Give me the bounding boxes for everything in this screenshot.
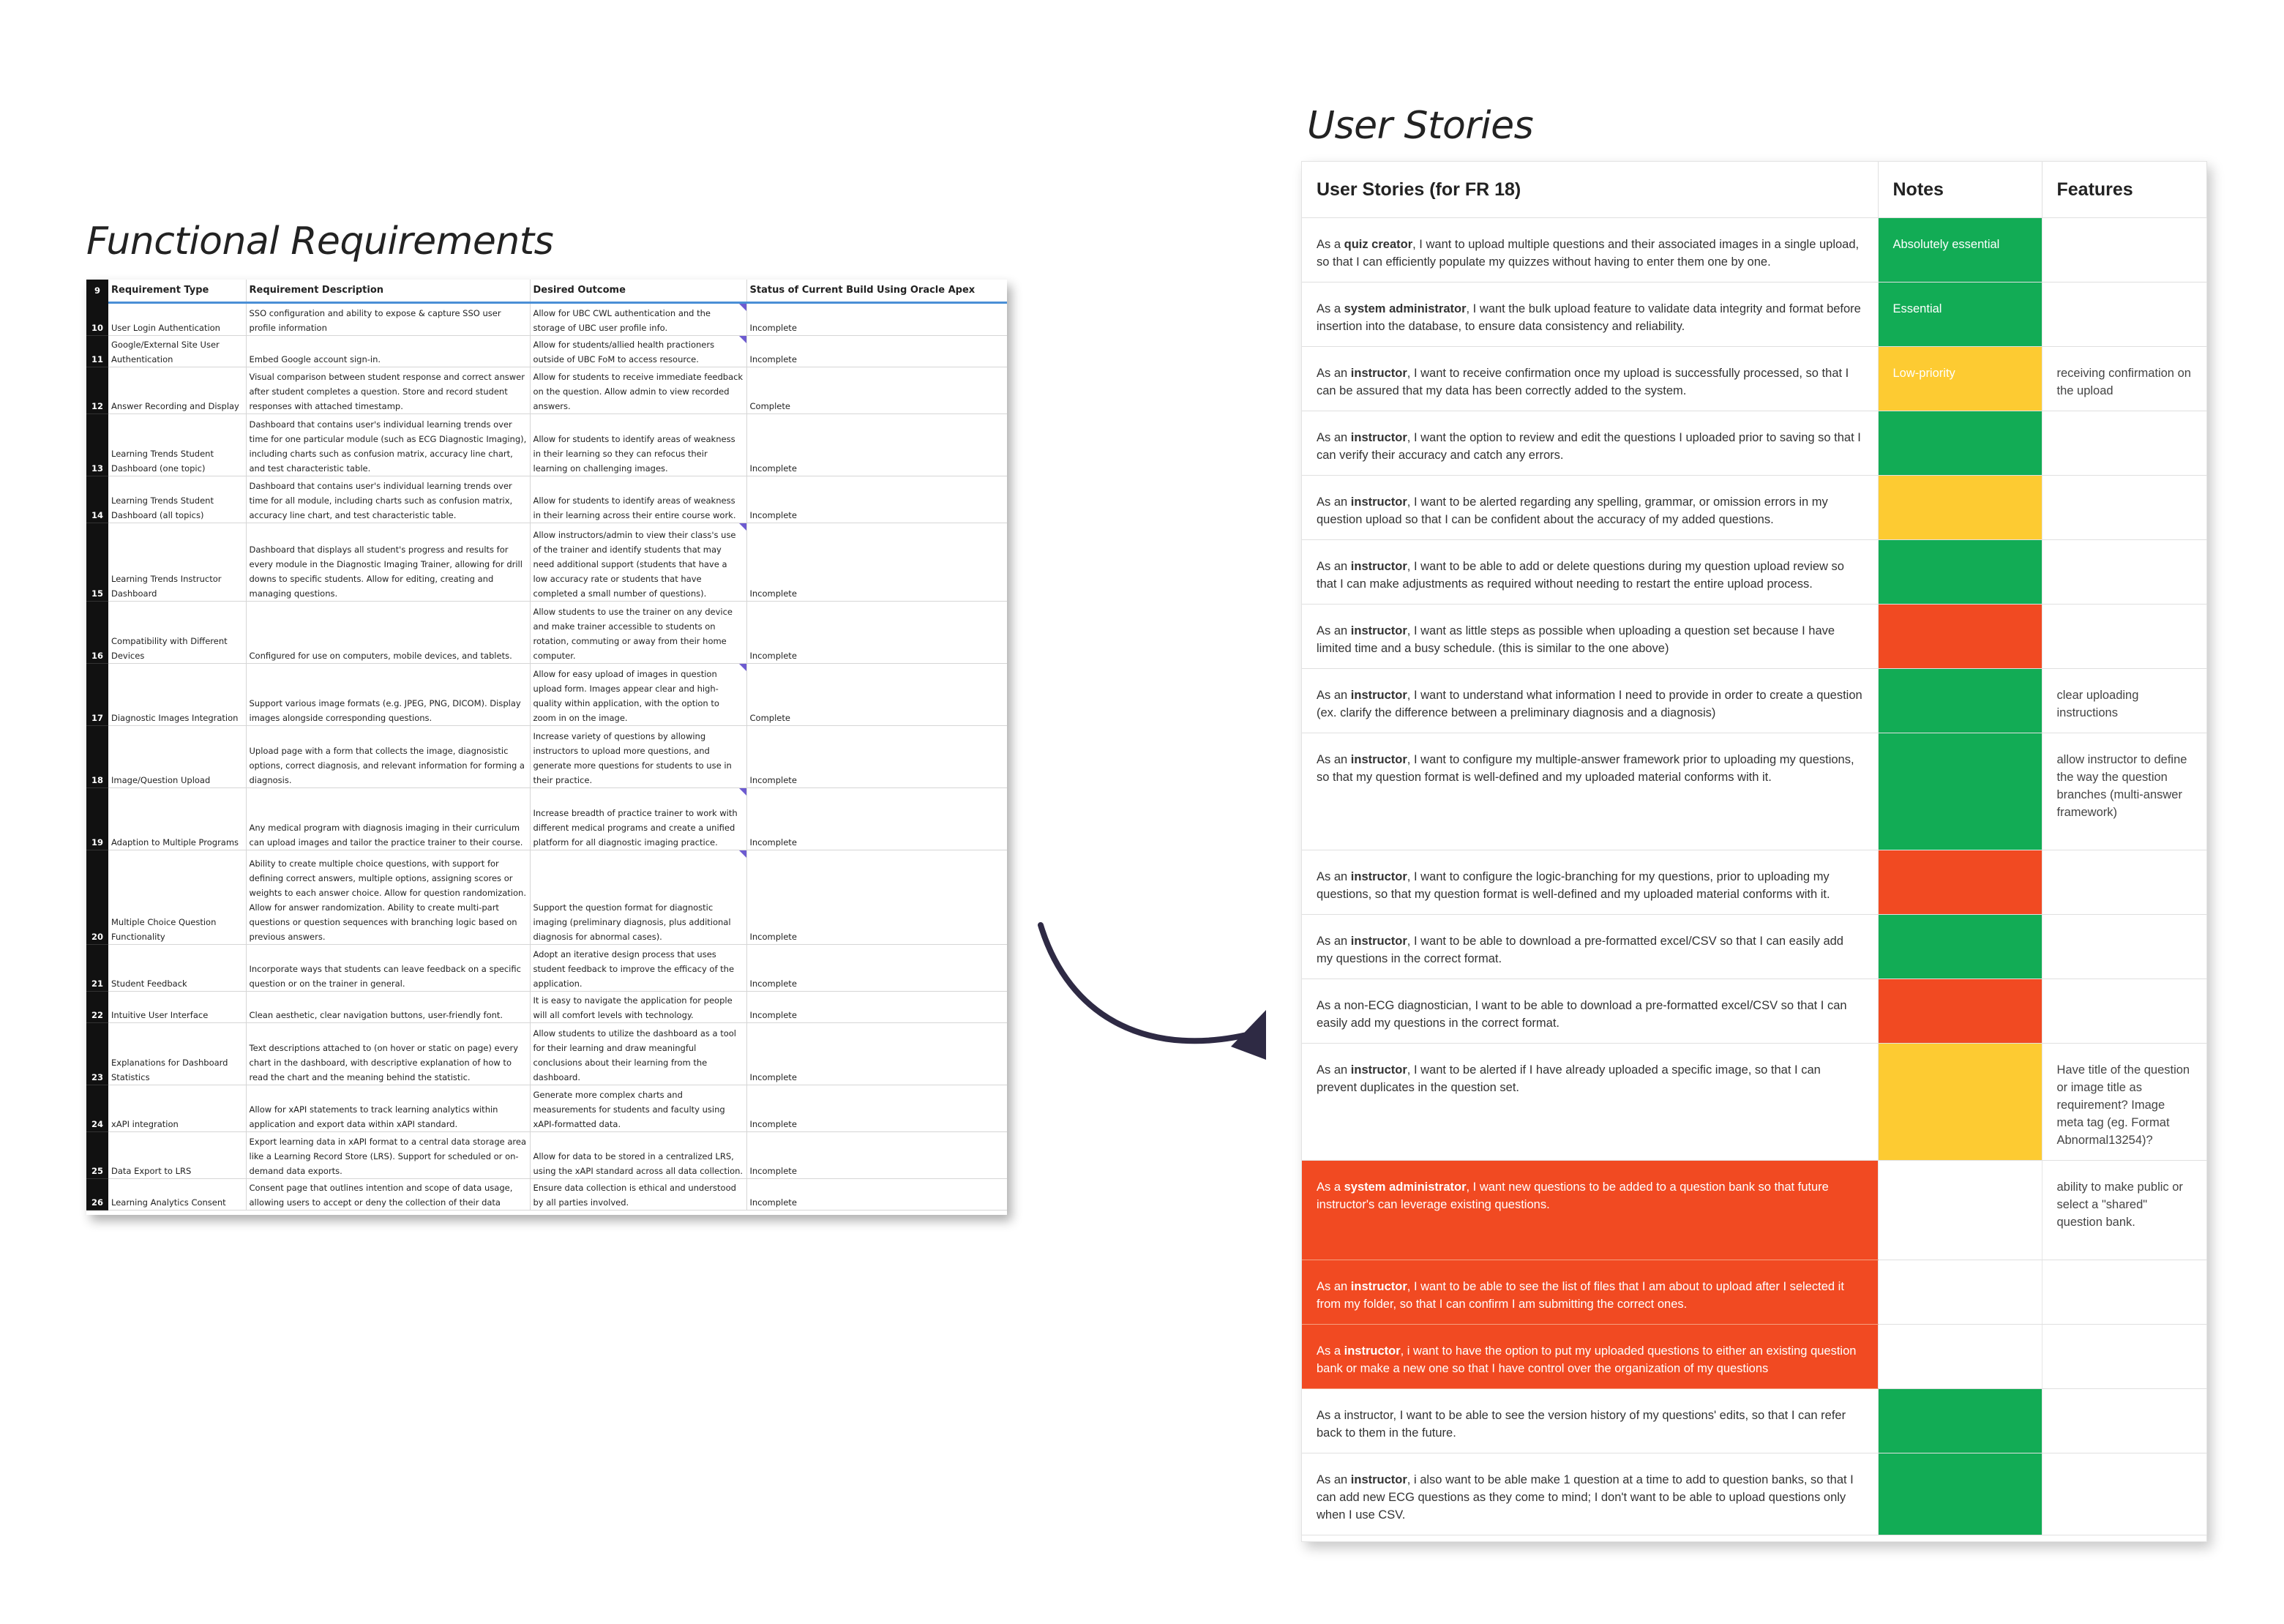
priority-note-cell[interactable] xyxy=(1878,1389,2042,1453)
row-number[interactable]: 19 xyxy=(86,788,108,850)
fr-table-row xyxy=(86,1132,1007,1179)
user-story-row xyxy=(1302,850,2206,915)
user-story-cell[interactable] xyxy=(1302,850,1878,915)
user-story-cell[interactable] xyxy=(1302,540,1878,605)
story-role: instructor xyxy=(1350,689,1407,702)
status-cell[interactable]: Incomplete xyxy=(746,336,1007,367)
fr-table-row xyxy=(86,726,1007,788)
priority-note-cell[interactable] xyxy=(1878,733,2042,850)
user-story-row xyxy=(1302,605,2206,669)
user-story-cell[interactable] xyxy=(1302,669,1878,733)
user-story-cell[interactable] xyxy=(1302,605,1878,669)
feature-cell[interactable] xyxy=(2042,1260,2206,1325)
story-prefix: As a xyxy=(1317,1180,1344,1194)
desired-outcome-cell[interactable]: Allow for data to be stored in a centralized LRS, using the xAPI standard across all data collection. xyxy=(530,1132,746,1179)
user-story-cell[interactable] xyxy=(1302,1453,1878,1535)
us-header-row xyxy=(1302,162,2206,218)
status-cell[interactable]: Incomplete xyxy=(746,1023,1007,1085)
requirement-description-cell[interactable]: Clean aesthetic, clear navigation buttons, user-friendly font. xyxy=(246,992,530,1023)
feature-cell[interactable]: ability to make public or select a "shared" question bank. xyxy=(2042,1161,2206,1260)
requirement-type-cell[interactable]: Learning Trends Student Dashboard (one topic) xyxy=(108,414,246,476)
user-story-cell[interactable] xyxy=(1302,476,1878,540)
story-prefix: As an xyxy=(1317,870,1351,883)
user-story-row xyxy=(1302,1325,2206,1389)
user-story-cell[interactable] xyxy=(1302,1260,1878,1325)
story-text: , I want to be alerted regarding any spelling, grammar, or omission errors in my question upload so that I can be confident about the accuracy of my added questions. xyxy=(1317,495,1828,526)
functional-requirements-table xyxy=(86,280,1007,1210)
story-text: , I want to be able to download a pre-formatted excel/CSV so that I can easily add my questions in the correct format. xyxy=(1317,935,1843,965)
user-stories-heading: User Stories xyxy=(1307,104,1534,148)
story-role: instructor xyxy=(1350,367,1407,380)
story-role: instructor xyxy=(1350,1473,1407,1486)
fr-table-row xyxy=(86,992,1007,1023)
user-story-row xyxy=(1302,1044,2206,1161)
user-story-cell[interactable] xyxy=(1302,218,1878,282)
story-role: instructor xyxy=(1350,753,1407,766)
fr-header-row xyxy=(86,280,1007,303)
feature-cell[interactable] xyxy=(2042,1453,2206,1535)
story-prefix: As an xyxy=(1317,624,1351,637)
fr-table-row xyxy=(86,602,1007,664)
user-story-row xyxy=(1302,540,2206,605)
story-text: , I want the option to review and edit the questions I uploaded prior to saving so that I can verify their accuracy and catch any errors. xyxy=(1317,431,1861,462)
status-cell[interactable]: Incomplete xyxy=(746,602,1007,664)
story-prefix: As an xyxy=(1317,431,1351,444)
story-prefix: As a instructor, I want to be able to see the version history of my questions' edits, so that I can refer back to them in the future. xyxy=(1317,1409,1846,1440)
requirement-type-cell[interactable]: Google/External Site User Authentication xyxy=(108,336,246,367)
transition-arrow-icon xyxy=(1025,908,1288,1069)
status-cell[interactable]: Incomplete xyxy=(746,945,1007,992)
user-story-cell[interactable] xyxy=(1302,1325,1878,1389)
story-text: , I want as little steps as possible when uploading a question set because I have limited time and a busy schedule. (this is similar to the one above) xyxy=(1317,624,1835,655)
story-text: , I want to configure the logic-branching for my questions, prior to uploading my questions, so that my question format is well-defined and my uploaded material conforms with it. xyxy=(1317,870,1830,901)
user-story-cell[interactable] xyxy=(1302,347,1878,411)
fr-table-row xyxy=(86,850,1007,945)
story-text: , I want the bulk upload feature to validate data integrity and format before insertion into the database, to ensure data consistency and reliability. xyxy=(1317,302,1861,333)
feature-cell[interactable]: Have title of the question or image title as requirement? Image meta tag (eg. Format Abnormal13254)? xyxy=(2042,1044,2206,1161)
story-prefix: As a xyxy=(1317,1344,1344,1358)
desired-outcome-cell[interactable]: Generate more complex charts and measurements for students and faculty using xAPI-formatted data. xyxy=(530,1085,746,1132)
desired-outcome-cell[interactable]: Support the question format for diagnostic imaging (preliminary diagnosis, plus additional diagnosis for abnormal cases). xyxy=(530,850,746,945)
requirement-description-cell[interactable]: Any medical program with diagnosis imaging in their curriculum can upload images and tailor the practice trainer to their course. xyxy=(246,788,530,850)
requirement-type-cell[interactable]: Explanations for Dashboard Statistics xyxy=(108,1023,246,1085)
priority-note-cell[interactable] xyxy=(1878,1325,2042,1389)
requirement-type-cell[interactable]: Learning Trends Student Dashboard (all topics) xyxy=(108,476,246,523)
desired-outcome-cell[interactable]: Adopt an iterative design process that uses student feedback to improve the efficacy of the application. xyxy=(530,945,746,992)
requirement-description-cell[interactable]: Consent page that outlines intention and scope of data usage, allowing users to accept or deny the collection of their data xyxy=(246,1179,530,1210)
user-story-row xyxy=(1302,218,2206,282)
status-cell[interactable]: Incomplete xyxy=(746,726,1007,788)
priority-note-cell[interactable] xyxy=(1878,540,2042,605)
fr-table-row xyxy=(86,476,1007,523)
requirement-description-cell[interactable]: Upload page with a form that collects the image, diagnosistic options, correct diagnosis, and relevant information for forming a diagnosis. xyxy=(246,726,530,788)
story-prefix: As an xyxy=(1317,1280,1351,1293)
story-role: system administrator xyxy=(1344,1180,1467,1194)
row-number[interactable]: 11 xyxy=(86,336,108,367)
user-story-row xyxy=(1302,915,2206,979)
priority-note-cell[interactable] xyxy=(1878,1260,2042,1325)
status-cell[interactable]: Incomplete xyxy=(746,1179,1007,1210)
story-prefix: As an xyxy=(1317,367,1351,380)
status-cell[interactable]: Incomplete xyxy=(746,992,1007,1023)
requirement-description-cell[interactable]: Support various image formats (e.g. JPEG, PNG, DICOM). Display images alongside corresponding questions. xyxy=(246,664,530,726)
story-text: , I want to configure my multiple-answer framework prior to uploading my questions, so that my question format is well-defined and my uploaded material conforms with it. xyxy=(1317,753,1854,784)
column-header-requirement-description[interactable]: Requirement Description xyxy=(246,280,530,303)
requirement-type-cell[interactable]: Data Export to LRS xyxy=(108,1132,246,1179)
feature-cell[interactable] xyxy=(2042,411,2206,476)
story-prefix: As an xyxy=(1317,1063,1351,1077)
story-prefix: As a xyxy=(1317,238,1344,251)
user-story-row xyxy=(1302,979,2206,1044)
fr-table-row xyxy=(86,664,1007,726)
status-cell[interactable]: Incomplete xyxy=(746,414,1007,476)
requirement-description-cell[interactable]: Embed Google account sign-in. xyxy=(246,336,530,367)
desired-outcome-cell[interactable]: Allow for students to identify areas of weakness in their learning across their entire course work. xyxy=(530,476,746,523)
column-header-desired-outcome[interactable]: Desired Outcome xyxy=(530,280,746,303)
desired-outcome-cell[interactable]: Increase variety of questions by allowing instructors to upload more questions, and generate more questions for students to use in their practice. xyxy=(530,726,746,788)
fr-table-row xyxy=(86,1179,1007,1210)
story-role: instructor xyxy=(1350,624,1407,637)
desired-outcome-cell[interactable]: Allow for UBC CWL authentication and the storage of UBC user profile info. xyxy=(530,303,746,336)
requirement-description-cell[interactable]: Dashboard that displays all student's progress and results for every module in the Diagnostic Imaging Trainer, allowing for drill downs to specific students. Allow for editing, creating and managing questions. xyxy=(246,523,530,602)
user-story-row xyxy=(1302,1389,2206,1453)
user-story-row xyxy=(1302,1260,2206,1325)
user-story-cell[interactable] xyxy=(1302,733,1878,850)
requirement-description-cell[interactable]: Incorporate ways that students can leave feedback on a specific question or on the trainer in general. xyxy=(246,945,530,992)
story-role: instructor xyxy=(1350,1280,1407,1293)
user-story-cell[interactable] xyxy=(1302,411,1878,476)
feature-cell[interactable] xyxy=(2042,605,2206,669)
story-role: instructor xyxy=(1344,1344,1401,1358)
status-cell[interactable]: Complete xyxy=(746,664,1007,726)
story-role: quiz creator xyxy=(1344,238,1413,251)
priority-note-cell[interactable] xyxy=(1878,411,2042,476)
story-text: , I want to receive confirmation once my upload is successfully processed, so that I can be assured that my data has been correctly added to the system. xyxy=(1317,367,1849,397)
feature-cell[interactable]: allow instructor to define the way the question branches (multi-answer framework) xyxy=(2042,733,2206,850)
functional-requirements-heading: Functional Requirements xyxy=(86,220,554,263)
priority-note-cell[interactable] xyxy=(1878,1044,2042,1161)
requirement-type-cell[interactable]: Student Feedback xyxy=(108,945,246,992)
fr-table-row xyxy=(86,788,1007,850)
column-header-requirement-type[interactable]: Requirement Type xyxy=(108,280,246,303)
feature-cell[interactable] xyxy=(2042,540,2206,605)
us-table-body xyxy=(1302,218,2206,1535)
story-role: instructor xyxy=(1350,495,1407,509)
priority-note-cell[interactable] xyxy=(1878,669,2042,733)
story-role: instructor xyxy=(1350,560,1407,573)
user-story-row xyxy=(1302,411,2206,476)
functional-requirements-sheet xyxy=(86,280,1007,1215)
feature-cell[interactable] xyxy=(2042,218,2206,282)
requirement-type-cell[interactable]: Diagnostic Images Integration xyxy=(108,664,246,726)
row-number[interactable]: 23 xyxy=(86,1023,108,1085)
desired-outcome-cell[interactable]: Allow students to utilize the dashboard as a tool for their learning and draw meaningful conclusions about their learning from the dashboard. xyxy=(530,1023,746,1085)
fr-table-row xyxy=(86,367,1007,414)
priority-note-cell[interactable] xyxy=(1878,850,2042,915)
requirement-description-cell[interactable]: Dashboard that contains user's individual learning trends over time for all module, including charts such as confusion matrix, accuracy line chart, and test characteristic table. xyxy=(246,476,530,523)
requirement-description-cell[interactable]: Ability to create multiple choice questions, with support for defining correct answers, multiple options, assigning scores or weights to each answer choice. Allow for question randomization. Allow for answer randomization. Ability to create multi-part questions or question sequences with branching logic based on previous answers. xyxy=(246,850,530,945)
user-stories-table xyxy=(1302,162,2207,1535)
requirement-type-cell[interactable]: Intuitive User Interface xyxy=(108,992,246,1023)
priority-note-cell[interactable] xyxy=(1878,1161,2042,1260)
requirement-description-cell[interactable]: Allow for xAPI statements to track learning analytics within application and export data within xAPI standard. xyxy=(246,1085,530,1132)
requirement-type-cell[interactable]: xAPI integration xyxy=(108,1085,246,1132)
row-number[interactable]: 9 xyxy=(86,280,108,303)
status-cell[interactable]: Incomplete xyxy=(746,523,1007,602)
requirement-description-cell[interactable]: SSO configuration and ability to expose & capture SSO user profile information xyxy=(246,303,530,336)
fr-table-row xyxy=(86,414,1007,476)
feature-cell[interactable] xyxy=(2042,476,2206,540)
fr-table-body xyxy=(86,303,1007,1210)
status-cell[interactable]: Complete xyxy=(746,367,1007,414)
row-number[interactable]: 12 xyxy=(86,367,108,414)
desired-outcome-cell[interactable]: Allow for students/allied health practioners outside of UBC FoM to access resource. xyxy=(530,336,746,367)
priority-note-cell[interactable] xyxy=(1878,1453,2042,1535)
story-text: , I want new questions to be added to a question bank so that future instructor's can leverage existing questions. xyxy=(1317,1180,1829,1211)
story-role: system administrator xyxy=(1344,302,1467,315)
desired-outcome-cell[interactable]: Allow for easy upload of images in question upload form. Images appear clear and high-quality within application, with the option to zoom in on the image. xyxy=(530,664,746,726)
feature-cell[interactable] xyxy=(2042,915,2206,979)
row-number[interactable]: 26 xyxy=(86,1179,108,1210)
user-story-row xyxy=(1302,669,2206,733)
fr-table-row xyxy=(86,336,1007,367)
priority-note-cell[interactable] xyxy=(1878,915,2042,979)
story-prefix: As a xyxy=(1317,302,1344,315)
row-number[interactable]: 20 xyxy=(86,850,108,945)
feature-cell[interactable] xyxy=(2042,282,2206,347)
fr-table-row xyxy=(86,523,1007,602)
priority-note-cell[interactable] xyxy=(1878,476,2042,540)
story-prefix: As an xyxy=(1317,1473,1351,1486)
column-header-status[interactable]: Status of Current Build Using Oracle Apex xyxy=(746,280,1007,303)
fr-table-row xyxy=(86,1023,1007,1085)
requirement-description-cell[interactable]: Configured for use on computers, mobile devices, and tablets. xyxy=(246,602,530,664)
story-prefix: As an xyxy=(1317,560,1351,573)
desired-outcome-cell[interactable]: Allow for students to identify areas of weakness in their learning so they can refocus their learning on challenging images. xyxy=(530,414,746,476)
user-story-cell[interactable] xyxy=(1302,979,1878,1044)
story-text: , i want to have the option to put my uploaded questions to either an existing question bank or make a new one so that I have control over the organization of my questions xyxy=(1317,1344,1857,1375)
row-number[interactable]: 16 xyxy=(86,602,108,664)
status-cell[interactable]: Incomplete xyxy=(746,1132,1007,1179)
status-cell[interactable]: Incomplete xyxy=(746,1085,1007,1132)
story-prefix: As a non-ECG diagnostician, I want to be able to download a pre-formatted excel/CSV so that I can easily add my questions in the correct format. xyxy=(1317,999,1847,1030)
column-header-user-stories[interactable]: User Stories (for FR 18) xyxy=(1302,162,1878,218)
user-story-row xyxy=(1302,347,2206,411)
priority-note-cell[interactable]: Low-priority xyxy=(1878,347,2042,411)
desired-outcome-cell[interactable]: Increase breadth of practice trainer to work with different medical programs and create a unified platform for all diagnostic imaging practice. xyxy=(530,788,746,850)
story-text: , I want to upload multiple questions and their associated images in a single upload, so that I can efficiently populate my quizzes without having to enter them one by one. xyxy=(1317,238,1860,269)
row-number[interactable]: 18 xyxy=(86,726,108,788)
feature-cell[interactable] xyxy=(2042,1325,2206,1389)
requirement-description-cell[interactable]: Visual comparison between student response and correct answer after student completes a question. Store and record student responses with attached timestamp. xyxy=(246,367,530,414)
feature-cell[interactable]: clear uploading instructions xyxy=(2042,669,2206,733)
desired-outcome-cell[interactable]: Ensure data collection is ethical and understood by all parties involved. xyxy=(530,1179,746,1210)
user-story-row xyxy=(1302,1161,2206,1260)
priority-note-cell[interactable]: Absolutely essential xyxy=(1878,218,2042,282)
user-story-cell[interactable] xyxy=(1302,915,1878,979)
user-story-cell[interactable] xyxy=(1302,1161,1878,1260)
requirement-type-cell[interactable]: Adaption to Multiple Programs xyxy=(108,788,246,850)
row-number[interactable]: 15 xyxy=(86,523,108,602)
story-role: instructor xyxy=(1350,870,1407,883)
column-header-notes[interactable]: Notes xyxy=(1878,162,2042,218)
story-text: , I want to understand what information I need to provide in order to create a question (ex. clarify the difference between a preliminary diagnosis and a diagnosis) xyxy=(1317,689,1862,719)
user-story-row xyxy=(1302,282,2206,347)
feature-cell[interactable] xyxy=(2042,1389,2206,1453)
desired-outcome-cell[interactable]: It is easy to navigate the application for people will all comfort levels with technology. xyxy=(530,992,746,1023)
user-story-cell[interactable] xyxy=(1302,282,1878,347)
arrow-curve xyxy=(1041,925,1259,1041)
user-story-cell[interactable] xyxy=(1302,1044,1878,1161)
story-text: , I want to be able to add or delete questions during my question upload review so that I can make adjustments as required without needing to restart the entire upload process. xyxy=(1317,560,1844,591)
story-text: , I want to be alerted if I have already uploaded a specific image, so that I can prevent duplicates in the question set. xyxy=(1317,1063,1821,1094)
status-cell[interactable]: Incomplete xyxy=(746,788,1007,850)
status-cell[interactable]: Incomplete xyxy=(746,850,1007,945)
story-prefix: As an xyxy=(1317,935,1351,948)
feature-cell[interactable]: receiving confirmation on the upload xyxy=(2042,347,2206,411)
requirement-type-cell[interactable]: User Login Authentication xyxy=(108,303,246,336)
user-story-row xyxy=(1302,733,2206,850)
priority-note-cell[interactable] xyxy=(1878,979,2042,1044)
requirement-type-cell[interactable]: Multiple Choice Question Functionality xyxy=(108,850,246,945)
story-text: , I want to be able to see the list of files that I am about to upload after I selected it from my folder, so that I can confirm I am submitting the correct ones. xyxy=(1317,1280,1844,1311)
desired-outcome-cell[interactable]: Allow for students to receive immediate feedback on the question. Allow admin to view recorded answers. xyxy=(530,367,746,414)
row-number[interactable]: 13 xyxy=(86,414,108,476)
user-story-row xyxy=(1302,476,2206,540)
column-header-features[interactable]: Features xyxy=(2042,162,2206,218)
row-number[interactable]: 25 xyxy=(86,1132,108,1179)
fr-table-row xyxy=(86,303,1007,336)
row-number[interactable]: 10 xyxy=(86,303,108,336)
requirement-type-cell[interactable]: Answer Recording and Display xyxy=(108,367,246,414)
story-prefix: As an xyxy=(1317,753,1351,766)
user-story-row xyxy=(1302,1453,2206,1535)
row-number[interactable]: 22 xyxy=(86,992,108,1023)
user-story-cell[interactable] xyxy=(1302,1389,1878,1453)
user-stories-card xyxy=(1301,161,2207,1542)
story-role: instructor xyxy=(1350,1063,1407,1077)
story-role: instructor xyxy=(1350,935,1407,948)
desired-outcome-cell[interactable]: Allow instructors/admin to view their class's use of the trainer and identify students that may need additional support (students that have a low accuracy rate or students that have completed a small number of questions). xyxy=(530,523,746,602)
row-number[interactable]: 14 xyxy=(86,476,108,523)
requirement-type-cell[interactable]: Learning Trends Instructor Dashboard xyxy=(108,523,246,602)
status-cell[interactable]: Incomplete xyxy=(746,303,1007,336)
fr-table-row xyxy=(86,1085,1007,1132)
story-role: instructor xyxy=(1350,431,1407,444)
row-number[interactable]: 17 xyxy=(86,664,108,726)
requirement-type-cell[interactable]: Image/Question Upload xyxy=(108,726,246,788)
desired-outcome-cell[interactable]: Allow students to use the trainer on any device and make trainer accessible to students on rotation, commuting or away from their home computer. xyxy=(530,602,746,664)
status-cell[interactable]: Incomplete xyxy=(746,476,1007,523)
fr-table-row xyxy=(86,945,1007,992)
requirement-type-cell[interactable]: Compatibility with Different Devices xyxy=(108,602,246,664)
priority-note-cell[interactable] xyxy=(1878,605,2042,669)
story-text: , i also want to be able make 1 question at a time to add to question banks, so that I can add new ECG questions as they come to mind; I don't want to be able to upload questions only when I use CSV. xyxy=(1317,1473,1854,1522)
requirement-description-cell[interactable]: Dashboard that contains user's individual learning trends over time for one particular module (such as ECG Diagnostic Imaging), including charts such as confusion matrix, accuracy line chart, and test characteristic table. xyxy=(246,414,530,476)
feature-cell[interactable] xyxy=(2042,979,2206,1044)
requirement-description-cell[interactable]: Export learning data in xAPI format to a central data storage area like a Learning Record Store (LRS). Support for scheduled or on-demand data exports. xyxy=(246,1132,530,1179)
priority-note-cell[interactable]: Essential xyxy=(1878,282,2042,347)
requirement-type-cell[interactable]: Learning Analytics Consent xyxy=(108,1179,246,1210)
row-number[interactable]: 21 xyxy=(86,945,108,992)
row-number[interactable]: 24 xyxy=(86,1085,108,1132)
feature-cell[interactable] xyxy=(2042,850,2206,915)
story-prefix: As an xyxy=(1317,689,1351,702)
requirement-description-cell[interactable]: Text descriptions attached to (on hover or static on page) every chart in the dashboard, with descriptive explanation of how to read the chart and the meaning behind the statistic. xyxy=(246,1023,530,1085)
story-prefix: As an xyxy=(1317,495,1351,509)
